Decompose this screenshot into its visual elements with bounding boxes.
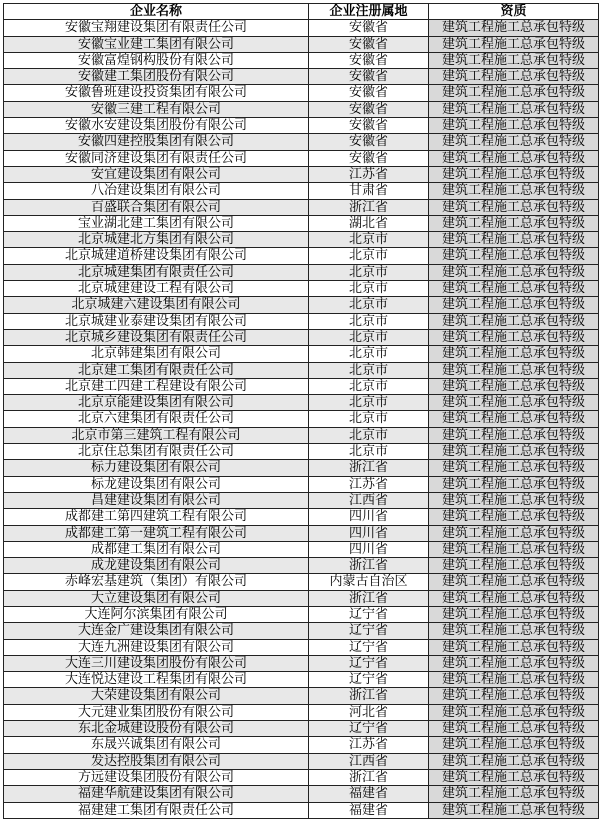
table-row — [4, 525, 599, 541]
qualification-cell: 建筑工程施工总承包特级 — [429, 786, 599, 802]
region-cell: 浙江省 — [309, 558, 429, 574]
table-row — [4, 509, 599, 525]
qualification-cell: 建筑工程施工总承包特级 — [429, 395, 599, 411]
qualification-cell: 建筑工程施工总承包特级 — [429, 639, 599, 655]
table-row — [4, 721, 599, 737]
table-row — [4, 427, 599, 443]
region-cell: 安徽省 — [309, 85, 429, 101]
table-row — [4, 623, 599, 639]
company-name-cell: 北京城建业泰建设集团有限公司 — [4, 313, 309, 329]
company-name-cell: 安徽三建工程有限公司 — [4, 101, 309, 117]
table-row — [4, 574, 599, 590]
region-cell: 江苏省 — [309, 476, 429, 492]
company-name-cell: 福建建工集团有限责任公司 — [4, 802, 309, 818]
region-cell: 安徽省 — [309, 52, 429, 68]
qualification-cell: 建筑工程施工总承包特级 — [429, 20, 599, 36]
region-cell: 北京市 — [309, 264, 429, 280]
company-name-cell: 发达控股集团有限公司 — [4, 753, 309, 769]
qualification-cell: 建筑工程施工总承包特级 — [429, 590, 599, 606]
qualification-cell: 建筑工程施工总承包特级 — [429, 378, 599, 394]
company-name-cell: 东晟兴诚集团有限公司 — [4, 737, 309, 753]
region-cell: 辽宁省 — [309, 721, 429, 737]
qualification-cell: 建筑工程施工总承包特级 — [429, 69, 599, 85]
region-cell: 辽宁省 — [309, 655, 429, 671]
table-row — [4, 378, 599, 394]
qualification-cell: 建筑工程施工总承包特级 — [429, 199, 599, 215]
region-cell: 四川省 — [309, 525, 429, 541]
region-cell: 北京市 — [309, 297, 429, 313]
header-row — [4, 4, 599, 20]
qualification-cell: 建筑工程施工总承包特级 — [429, 525, 599, 541]
qualification-cell: 建筑工程施工总承包特级 — [429, 232, 599, 248]
table-row — [4, 639, 599, 655]
company-name-cell: 北京京能建设集团有限公司 — [4, 395, 309, 411]
company-name-cell: 北京六建集团有限责任公司 — [4, 411, 309, 427]
company-name-cell: 安徽同济建设集团有限责任公司 — [4, 150, 309, 166]
company-name-cell: 方远建设集团股份有限公司 — [4, 769, 309, 785]
table-row — [4, 215, 599, 231]
company-name-cell: 北京韩建集团有限公司 — [4, 346, 309, 362]
company-name-cell: 东北金城建设股份有限公司 — [4, 721, 309, 737]
table-row — [4, 541, 599, 557]
qualification-cell: 建筑工程施工总承包特级 — [429, 721, 599, 737]
region-cell: 安徽省 — [309, 101, 429, 117]
region-cell: 浙江省 — [309, 590, 429, 606]
company-name-cell: 安徽富煌钢构股份有限公司 — [4, 52, 309, 68]
table-row — [4, 166, 599, 182]
qualification-cell: 建筑工程施工总承包特级 — [429, 85, 599, 101]
table-row — [4, 85, 599, 101]
qualification-cell: 建筑工程施工总承包特级 — [429, 655, 599, 671]
company-name-cell: 大连金广建设集团有限公司 — [4, 623, 309, 639]
company-name-cell: 成都建工第四建筑工程有限公司 — [4, 509, 309, 525]
table-row — [4, 786, 599, 802]
enterprise-table — [3, 3, 599, 819]
region-cell: 湖北省 — [309, 215, 429, 231]
company-name-cell: 北京城建北方集团有限公司 — [4, 232, 309, 248]
company-name-cell: 标力建设集团有限公司 — [4, 460, 309, 476]
qualification-cell: 建筑工程施工总承包特级 — [429, 574, 599, 590]
company-name-cell: 成龙建设集团有限公司 — [4, 558, 309, 574]
company-name-cell: 大立建设集团有限公司 — [4, 590, 309, 606]
region-cell: 北京市 — [309, 313, 429, 329]
qualification-cell: 建筑工程施工总承包特级 — [429, 509, 599, 525]
region-cell: 北京市 — [309, 232, 429, 248]
qualification-cell: 建筑工程施工总承包特级 — [429, 183, 599, 199]
company-name-cell: 大元建业集团股份有限公司 — [4, 704, 309, 720]
company-name-cell: 大连九洲建设集团有限公司 — [4, 639, 309, 655]
table-row — [4, 346, 599, 362]
table-row — [4, 150, 599, 166]
region-cell: 北京市 — [309, 411, 429, 427]
qualification-cell: 建筑工程施工总承包特级 — [429, 769, 599, 785]
region-cell: 安徽省 — [309, 20, 429, 36]
region-cell: 内蒙古自治区 — [309, 574, 429, 590]
qualification-cell: 建筑工程施工总承包特级 — [429, 297, 599, 313]
region-cell: 四川省 — [309, 541, 429, 557]
table-row — [4, 134, 599, 150]
region-cell: 河北省 — [309, 704, 429, 720]
region-cell: 安徽省 — [309, 150, 429, 166]
company-name-cell: 福建华航建设集团有限公司 — [4, 786, 309, 802]
qualification-cell: 建筑工程施工总承包特级 — [429, 558, 599, 574]
table-row — [4, 460, 599, 476]
qualification-cell: 建筑工程施工总承包特级 — [429, 411, 599, 427]
table-row — [4, 672, 599, 688]
company-name-cell: 安徽宝业建工集团有限公司 — [4, 36, 309, 52]
qualification-cell: 建筑工程施工总承包特级 — [429, 606, 599, 622]
region-cell: 江西省 — [309, 753, 429, 769]
region-cell: 北京市 — [309, 362, 429, 378]
company-name-cell: 北京城乡建设集团有限责任公司 — [4, 329, 309, 345]
region-cell: 浙江省 — [309, 199, 429, 215]
table-row — [4, 297, 599, 313]
table-row — [4, 395, 599, 411]
company-name-cell: 赤峰宏基建筑（集团）有限公司 — [4, 574, 309, 590]
company-name-cell: 安徽水安建设集团股份有限公司 — [4, 118, 309, 134]
table-row — [4, 362, 599, 378]
table-row — [4, 590, 599, 606]
region-cell: 四川省 — [309, 509, 429, 525]
table-row — [4, 313, 599, 329]
qualification-cell: 建筑工程施工总承包特级 — [429, 101, 599, 117]
table-row — [4, 444, 599, 460]
region-cell: 甘肃省 — [309, 183, 429, 199]
table-row — [4, 183, 599, 199]
qualification-cell: 建筑工程施工总承包特级 — [429, 688, 599, 704]
region-cell: 江西省 — [309, 492, 429, 508]
qualification-cell: 建筑工程施工总承包特级 — [429, 427, 599, 443]
qualification-cell: 建筑工程施工总承包特级 — [429, 52, 599, 68]
table-row — [4, 558, 599, 574]
company-name-cell: 大连三川建设集团股份有限公司 — [4, 655, 309, 671]
table-row — [4, 769, 599, 785]
region-cell: 安徽省 — [309, 36, 429, 52]
table-row — [4, 281, 599, 297]
company-name-cell: 成都建工集团有限公司 — [4, 541, 309, 557]
qualification-cell: 建筑工程施工总承包特级 — [429, 215, 599, 231]
company-name-cell: 北京建工集团有限责任公司 — [4, 362, 309, 378]
table-row — [4, 199, 599, 215]
region-cell: 北京市 — [309, 444, 429, 460]
company-name-cell: 宝业湖北建工集团有限公司 — [4, 215, 309, 231]
qualification-cell: 建筑工程施工总承包特级 — [429, 623, 599, 639]
region-cell: 辽宁省 — [309, 672, 429, 688]
table-row — [4, 69, 599, 85]
region-cell: 北京市 — [309, 378, 429, 394]
header-registered-region: 企业注册属地 — [309, 4, 429, 20]
company-name-cell: 北京城建道桥建设集团有限公司 — [4, 248, 309, 264]
region-cell: 安徽省 — [309, 118, 429, 134]
qualification-cell: 建筑工程施工总承包特级 — [429, 150, 599, 166]
table-row — [4, 802, 599, 818]
qualification-cell: 建筑工程施工总承包特级 — [429, 118, 599, 134]
qualification-cell: 建筑工程施工总承包特级 — [429, 329, 599, 345]
table-row — [4, 248, 599, 264]
company-name-cell: 安徽建工集团股份有限公司 — [4, 69, 309, 85]
company-name-cell: 北京城建集团有限责任公司 — [4, 264, 309, 280]
qualification-cell: 建筑工程施工总承包特级 — [429, 444, 599, 460]
company-name-cell: 安徽鲁班建设投资集团有限公司 — [4, 85, 309, 101]
header-qualification: 资质 — [429, 4, 599, 20]
company-name-cell: 北京建工四建工程建设有限公司 — [4, 378, 309, 394]
table-row — [4, 476, 599, 492]
company-name-cell: 北京城建建设工程有限公司 — [4, 281, 309, 297]
region-cell: 江苏省 — [309, 166, 429, 182]
header-company-name: 企业名称 — [4, 4, 309, 20]
region-cell: 江苏省 — [309, 737, 429, 753]
table-row — [4, 704, 599, 720]
qualification-cell: 建筑工程施工总承包特级 — [429, 346, 599, 362]
qualification-cell: 建筑工程施工总承包特级 — [429, 281, 599, 297]
qualification-cell: 建筑工程施工总承包特级 — [429, 264, 599, 280]
company-name-cell: 北京城建六建设集团有限公司 — [4, 297, 309, 313]
table-row — [4, 655, 599, 671]
table-body — [4, 20, 599, 819]
region-cell: 北京市 — [309, 281, 429, 297]
table-row — [4, 101, 599, 117]
region-cell: 安徽省 — [309, 69, 429, 85]
qualification-cell: 建筑工程施工总承包特级 — [429, 737, 599, 753]
company-name-cell: 百盛联合集团有限公司 — [4, 199, 309, 215]
company-name-cell: 标龙建设集团有限公司 — [4, 476, 309, 492]
qualification-cell: 建筑工程施工总承包特级 — [429, 134, 599, 150]
table-row — [4, 492, 599, 508]
region-cell: 北京市 — [309, 427, 429, 443]
table-row — [4, 688, 599, 704]
table-row — [4, 411, 599, 427]
table-row — [4, 329, 599, 345]
company-name-cell: 八冶建设集团有限公司 — [4, 183, 309, 199]
table-row — [4, 118, 599, 134]
company-name-cell: 北京市第三建筑工程有限公司 — [4, 427, 309, 443]
table-row — [4, 20, 599, 36]
qualification-cell: 建筑工程施工总承包特级 — [429, 753, 599, 769]
qualification-cell: 建筑工程施工总承包特级 — [429, 476, 599, 492]
table-row — [4, 264, 599, 280]
table-row — [4, 606, 599, 622]
company-name-cell: 大连阿尔滨集团有限公司 — [4, 606, 309, 622]
company-name-cell: 安宜建设集团有限公司 — [4, 166, 309, 182]
region-cell: 辽宁省 — [309, 639, 429, 655]
table-row — [4, 232, 599, 248]
company-name-cell: 大荣建设集团有限公司 — [4, 688, 309, 704]
qualification-cell: 建筑工程施工总承包特级 — [429, 248, 599, 264]
company-name-cell: 昌建建设集团有限公司 — [4, 492, 309, 508]
qualification-cell: 建筑工程施工总承包特级 — [429, 492, 599, 508]
region-cell: 浙江省 — [309, 460, 429, 476]
region-cell: 福建省 — [309, 802, 429, 818]
table-row — [4, 753, 599, 769]
qualification-cell: 建筑工程施工总承包特级 — [429, 460, 599, 476]
company-name-cell: 成都建工第一建筑工程有限公司 — [4, 525, 309, 541]
table-row — [4, 36, 599, 52]
company-name-cell: 安徽宝翔建设集团有限责任公司 — [4, 20, 309, 36]
qualification-cell: 建筑工程施工总承包特级 — [429, 541, 599, 557]
region-cell: 浙江省 — [309, 769, 429, 785]
qualification-cell: 建筑工程施工总承包特级 — [429, 672, 599, 688]
qualification-cell: 建筑工程施工总承包特级 — [429, 313, 599, 329]
table-row — [4, 52, 599, 68]
qualification-cell: 建筑工程施工总承包特级 — [429, 362, 599, 378]
region-cell: 北京市 — [309, 329, 429, 345]
region-cell: 辽宁省 — [309, 606, 429, 622]
qualification-cell: 建筑工程施工总承包特级 — [429, 166, 599, 182]
table-row — [4, 737, 599, 753]
region-cell: 福建省 — [309, 786, 429, 802]
region-cell: 北京市 — [309, 248, 429, 264]
company-name-cell: 大连悦达建设工程集团有限公司 — [4, 672, 309, 688]
qualification-cell: 建筑工程施工总承包特级 — [429, 802, 599, 818]
region-cell: 浙江省 — [309, 688, 429, 704]
company-name-cell: 北京住总集团有限责任公司 — [4, 444, 309, 460]
region-cell: 北京市 — [309, 395, 429, 411]
qualification-cell: 建筑工程施工总承包特级 — [429, 704, 599, 720]
region-cell: 辽宁省 — [309, 623, 429, 639]
region-cell: 安徽省 — [309, 134, 429, 150]
qualification-cell: 建筑工程施工总承包特级 — [429, 36, 599, 52]
company-name-cell: 安徽四建控股集团有限公司 — [4, 134, 309, 150]
region-cell: 北京市 — [309, 346, 429, 362]
